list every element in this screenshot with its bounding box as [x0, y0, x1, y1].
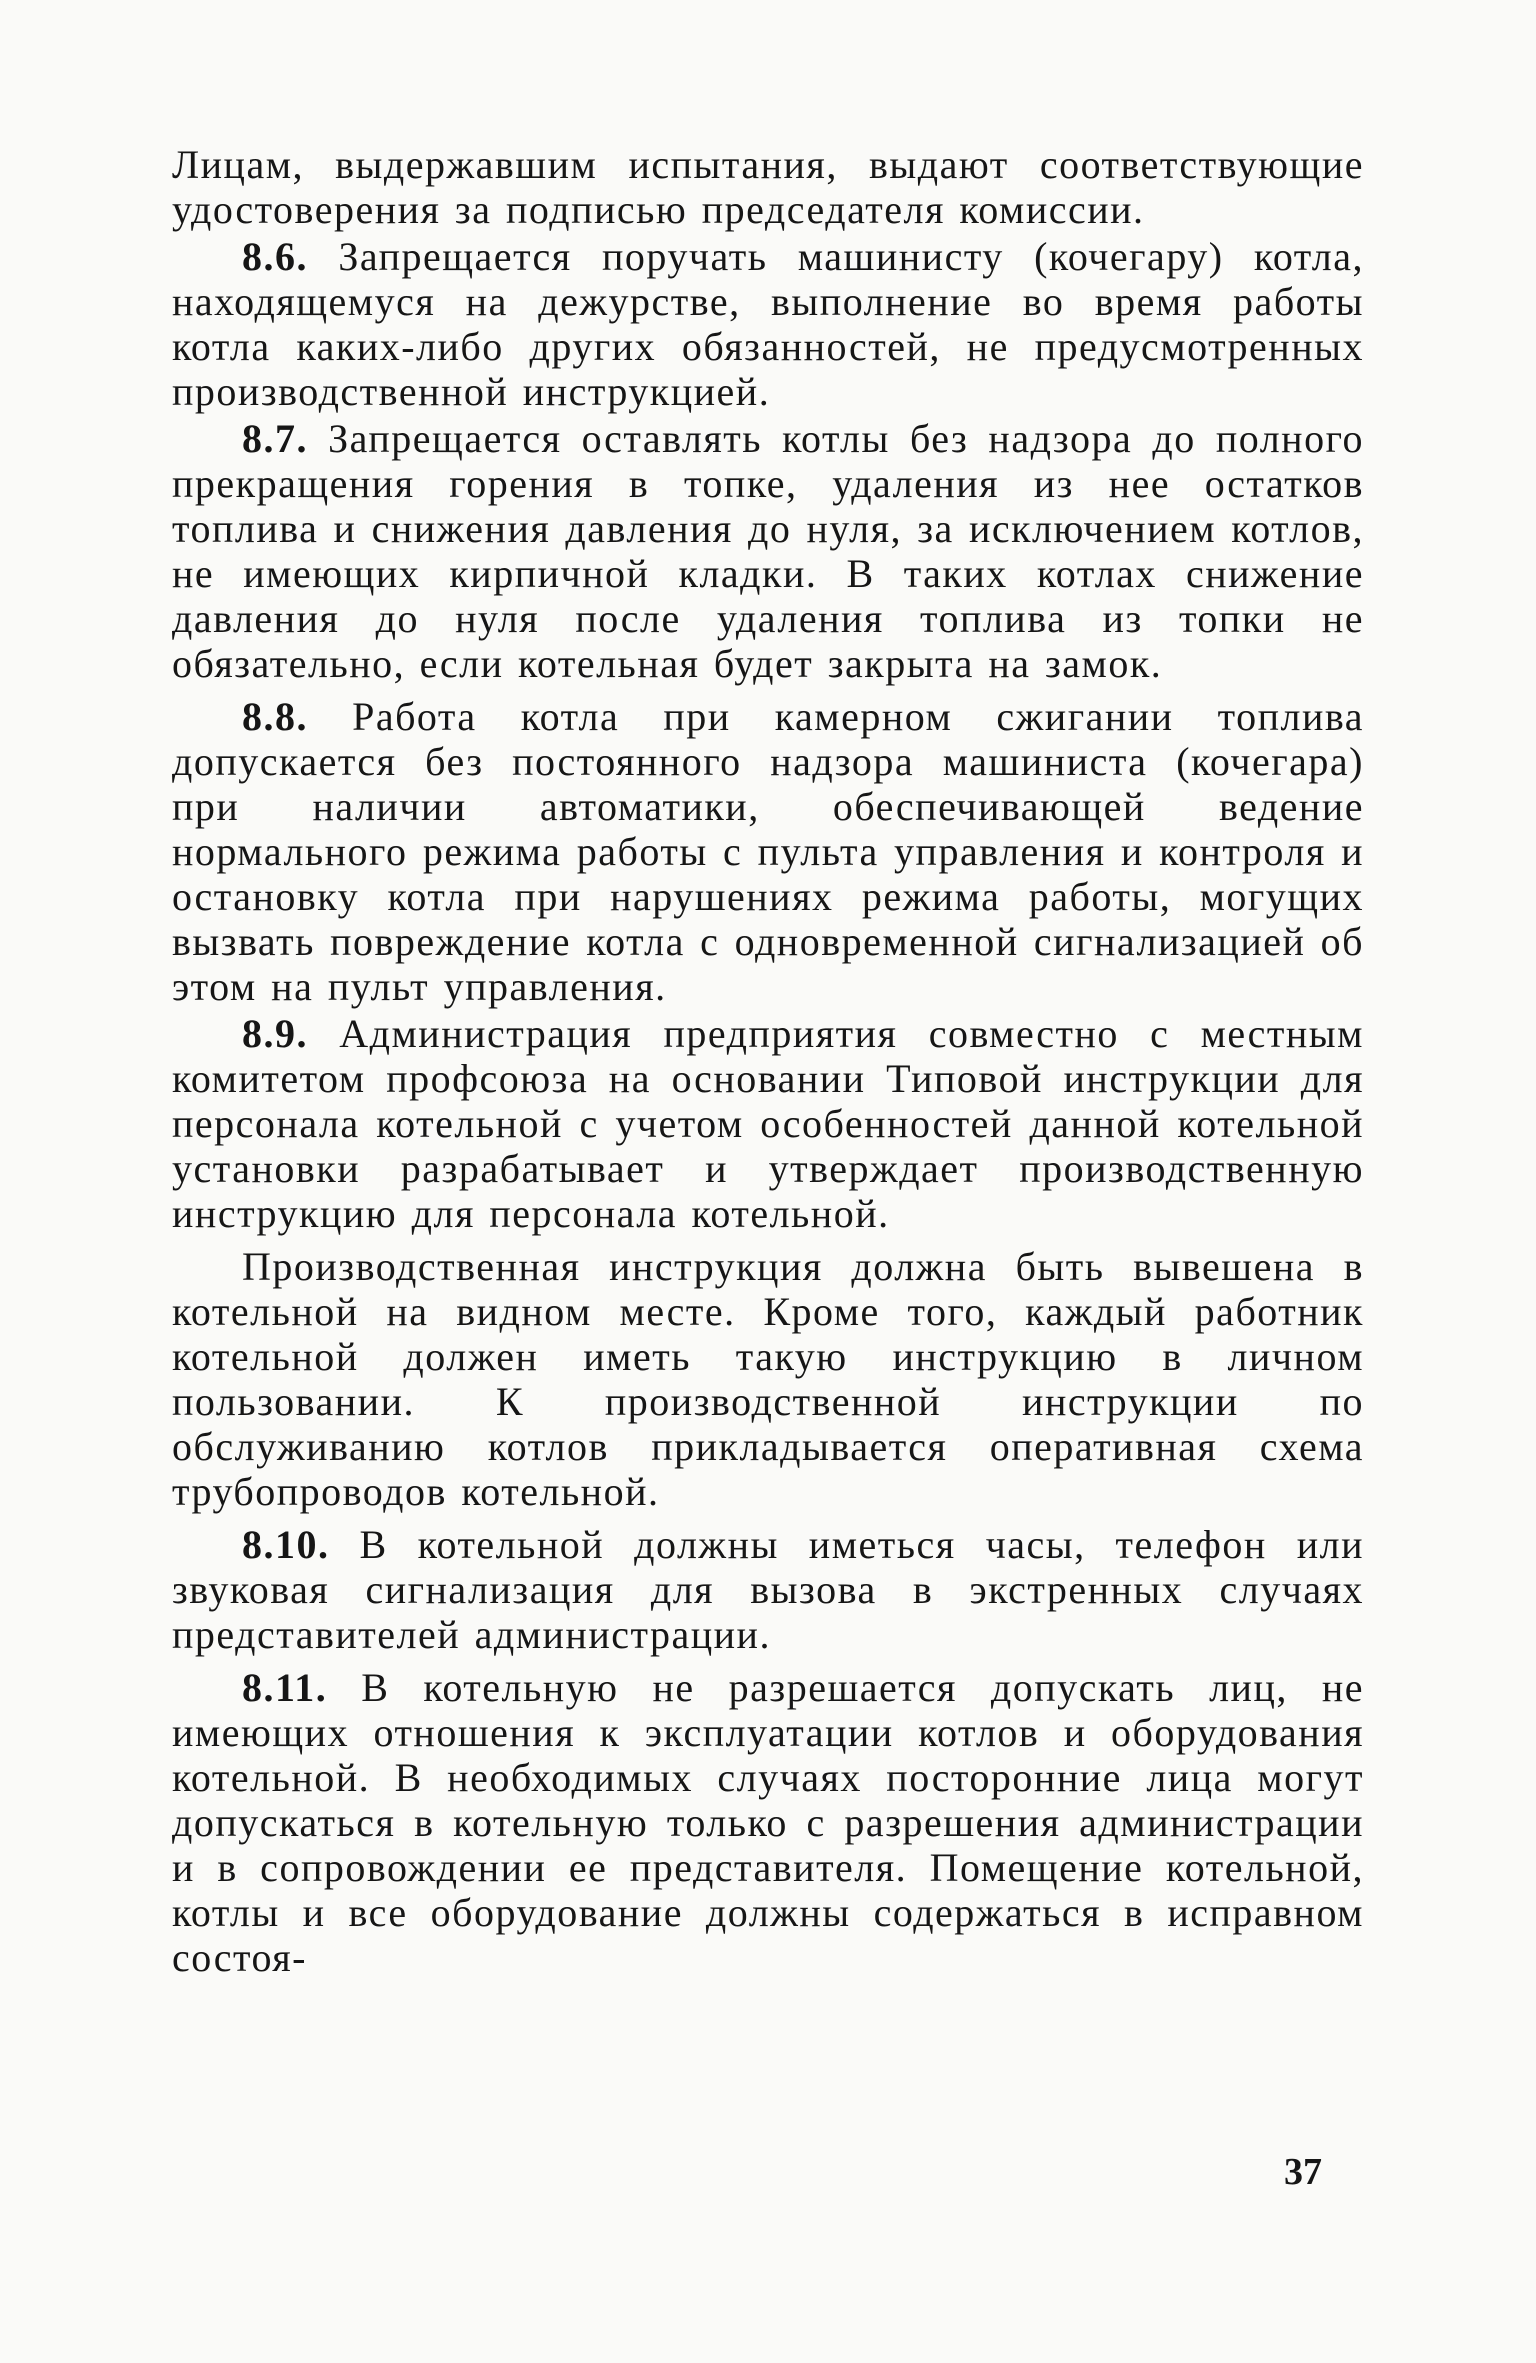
paragraph-text: Администрация предприятия совместно с местным комитетом профсоюза на основании Типовой инструкции для персонала котельной с учетом особенностей данной котельной установки разрабатывает и утверждает производственную инструкцию для персонала котельной. — [172, 1011, 1364, 1236]
paragraph-8-10 — [172, 1522, 1364, 1657]
section-number: 8.6. — [242, 234, 308, 279]
section-number: 8.11. — [242, 1665, 328, 1710]
section-number: 8.7. — [242, 416, 308, 461]
paragraph-8-9 — [172, 1011, 1364, 1236]
paragraph-text: Запрещается оставлять котлы без надзора до полного прекращения горения в топке, удаления из нее остатков топлива и снижения давления до нуля, за исключением котлов, не имеющих кирпичной кладки. В таких котлах снижение давления до нуля после удаления топлива из топки не обязательно, если котельная будет закрыта на замок. — [172, 416, 1364, 686]
page-number: 37 — [1284, 2151, 1322, 2193]
paragraph-instruction-posting — [172, 1244, 1364, 1514]
paragraph-text: В котельной должны иметься часы, телефон или звуковая сигнализация для вызова в экстренных случаях представителей администрации. — [172, 1522, 1365, 1657]
paragraph-text: Запрещается поручать машинисту (кочегару) котла, находящемуся на дежурстве, выполнение во время работы котла каких-либо других обязанностей, не предусмотренных производственной инструкцией. — [172, 234, 1365, 414]
paragraph-8-8 — [172, 694, 1364, 1009]
paragraph-text: Лицам, выдержавшим испытания, выдают соответствующие удостоверения за подписью председателя комиссии. — [172, 142, 1364, 232]
paragraph-8-11 — [172, 1665, 1364, 1980]
paragraph-text: В котельную не разрешается допускать лиц, не имеющих отношения к эксплуатации котлов и оборудования котельной. В необходимых случаях посторонние лица могут допускаться в котельную только с разрешения администрации и в сопровождении ее представителя. Помещение котельной, котлы и все оборудование должны содержаться в исправном состоя- — [172, 1665, 1365, 1980]
paragraph-8-7 — [172, 416, 1364, 686]
section-number: 8.8. — [242, 694, 308, 739]
paragraph-8-6 — [172, 234, 1364, 414]
paragraph-certificates — [172, 142, 1364, 232]
paragraph-text: Производственная инструкция должна быть вывешена в котельной на видном месте. Кроме того, каждый работник котельной должен иметь такую инструкцию в личном пользовании. К производственной инструкции по обслуживанию котлов прикладывается оперативная схема трубопроводов котельной. — [172, 1244, 1364, 1514]
document-page — [172, 142, 1364, 1980]
paragraph-text: Работа котла при камерном сжигании топлива допускается без постоянного надзора машиниста (кочегара) при наличии автоматики, обеспечивающей ведение нормального режима работы с пульта управления и контроля и остановку котла при нарушениях режима работы, могущих вызвать повреждение котла с одновременной сигнализацией об этом на пульт управления. — [172, 694, 1364, 1009]
section-number: 8.9. — [242, 1011, 308, 1056]
section-number: 8.10. — [242, 1522, 330, 1567]
